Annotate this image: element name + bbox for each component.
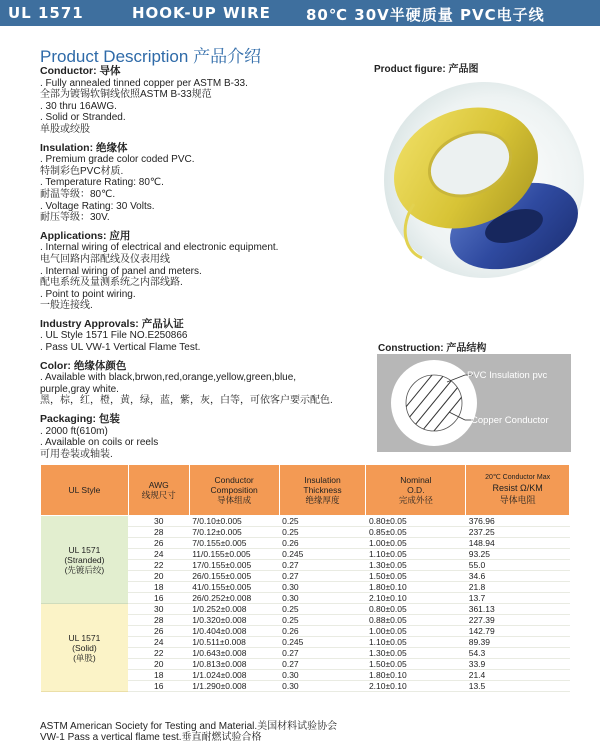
section-heading: Conductor: 导体 <box>40 65 121 77</box>
section-line: . Pass UL VW-1 Vertical Flame Test. <box>40 342 201 354</box>
footer-line-astm: ASTM American Society for Testing and Material.美国材料试验协会 <box>40 721 338 732</box>
table-row: 26 7/0.155±0.005 0.26 1.00±0.05 148.94 <box>41 538 570 549</box>
insulation-section <box>40 143 370 224</box>
section-line: 电气回路内部配线及仪表用线 <box>40 253 170 265</box>
header-od: Nominal O.D. 完成外径 <box>366 465 466 516</box>
color-section <box>40 361 370 407</box>
header-type: HOOK-UP WIRE <box>132 4 271 22</box>
section-line: . Available with black,brwon,red,orange,yellow,green,blue, <box>40 372 297 384</box>
header-insulation: Insulation Thickness 绝缘厚度 <box>279 465 366 516</box>
section-line: 黑，棕，红，橙，黄，绿，蓝，紫，灰，白等，可依客户要示配色. <box>40 395 333 407</box>
section-line: 耐温等级：80℃. <box>40 188 116 200</box>
table-row: 28 7/0.12±0.005 0.25 0.85±0.05 237.25 <box>41 527 570 538</box>
description-column <box>40 66 370 467</box>
section-line: . Point to point wiring. <box>40 288 136 300</box>
table-header-row <box>41 465 570 516</box>
section-line: 一般连接线. <box>40 300 93 312</box>
section-line: purple,gray white. <box>40 383 119 395</box>
copper-conductor-label: Copper Conductor <box>471 415 549 426</box>
header-bar <box>0 0 600 26</box>
footer-notes <box>40 721 337 743</box>
section-line: 配电系统及量测系统之内部线路. <box>40 277 183 289</box>
group-solid: UL 1571 (Solid) (单股) <box>41 604 129 692</box>
page-title: Product Description 产品介绍 <box>40 47 262 66</box>
applications-section <box>40 231 370 312</box>
section-line: 全部为镀锡软铜线依照ASTM B-33规范 <box>40 89 212 101</box>
product-figure-label: Product figure: 产品图 <box>374 64 479 75</box>
table-row: 18 1/1.024±0.008 0.30 1.80±0.10 21.4 <box>41 670 570 681</box>
table-row: 28 1/0.320±0.008 0.25 0.88±0.05 227.39 <box>41 615 570 626</box>
construction-diagram <box>377 354 571 452</box>
cross-section-icon <box>377 354 571 452</box>
table-row: 16 26/0.252±0.008 0.30 2.10±0.10 13.7 <box>41 593 570 604</box>
header-conductor: Conductor Composition 导体组成 <box>189 465 279 516</box>
section-heading: Applications: 应用 <box>40 229 131 242</box>
table-row: 16 1/1.290±0.008 0.30 2.10±0.10 13.5 <box>41 681 570 692</box>
section-line: . Temperature Rating: 80℃. <box>40 177 164 189</box>
section-line: 单股或绞股 <box>40 123 90 135</box>
construction-label: Construction: 产品结构 <box>378 343 487 354</box>
table-row: 24 11/0.155±0.005 0.245 1.10±0.05 93.25 <box>41 549 570 560</box>
table-row: 18 41/0.155±0.005 0.30 1.80±0.10 21.8 <box>41 582 570 593</box>
approvals-section <box>40 319 370 354</box>
section-line: . 2000 ft(610m) <box>40 425 108 437</box>
section-line: . Voltage Rating: 30 Volts. <box>40 200 155 212</box>
table-row: 26 1/0.404±0.008 0.26 1.00±0.05 142.79 <box>41 626 570 637</box>
table-row: 24 1/0.511±0.008 0.245 1.10±0.05 89.39 <box>41 637 570 648</box>
pvc-insulation-label: PVC Insulation pvc <box>467 370 548 381</box>
packaging-section <box>40 414 370 460</box>
table-row: 22 1/0.643±0.008 0.27 1.30±0.05 54.3 <box>41 648 570 659</box>
section-line: . Internal wiring of panel and meters. <box>40 265 202 277</box>
table-row: 20 26/0.155±0.005 0.27 1.50±0.05 34.6 <box>41 571 570 582</box>
conductor-section <box>40 66 370 136</box>
section-line: . UL Style 1571 File NO.E250866 <box>40 330 188 342</box>
section-heading: Color: 绝缘体颜色 <box>40 359 127 372</box>
section-line: . Fully annealed tinned copper per ASTM B-33. <box>40 77 248 89</box>
section-line: . Internal wiring of electrical and electronic equipment. <box>40 242 279 254</box>
section-heading: Packaging: 包装 <box>40 413 120 426</box>
section-line: 耐压等级：30V. <box>40 212 110 224</box>
table-row: UL 1571 (Stranded) (先镀后绞) 30 7/0.10±0.005 0.25 0.80±0.05 376.96 <box>41 516 570 527</box>
section-line: . Available on coils or reels <box>40 437 159 449</box>
section-line: . 30 thru 16AWG. <box>40 100 117 112</box>
section-line: . Premium grade color coded PVC. <box>40 154 195 166</box>
footer-line-vw1: VW-1 Pass a vertical flame test.垂直耐燃试验合格 <box>40 732 262 743</box>
header-resistance: 20℃ Conductor Max Resist Ω/KM 导体电阻 <box>466 465 570 516</box>
header-ul-style: UL Style <box>41 465 129 516</box>
section-line: 特制彩色PVC材质. <box>40 165 124 177</box>
table-row: 20 1/0.813±0.008 0.27 1.50±0.05 33.9 <box>41 659 570 670</box>
section-heading: Industry Approvals: 产品认证 <box>40 317 184 330</box>
product-figure-wire-coil <box>374 76 584 281</box>
group-stranded: UL 1571 (Stranded) (先镀后绞) <box>41 516 129 604</box>
header-description: 80℃ 30V半硬质量 PVC电子线 <box>306 6 545 24</box>
header-model: UL 1571 <box>8 4 84 22</box>
specification-table <box>40 464 570 692</box>
table-row: 22 17/0.155±0.005 0.27 1.30±0.05 55.0 <box>41 560 570 571</box>
table-row: UL 1571 (Solid) (单股) 30 1/0.252±0.008 0.25 0.80±0.05 361.13 <box>41 604 570 615</box>
header-awg: AWG 线规尺寸 <box>128 465 189 516</box>
section-line: 可用卷装或轴装. <box>40 448 113 460</box>
section-heading: Insulation: 绝缘体 <box>40 141 128 154</box>
section-line: . Solid or Stranded. <box>40 112 126 124</box>
